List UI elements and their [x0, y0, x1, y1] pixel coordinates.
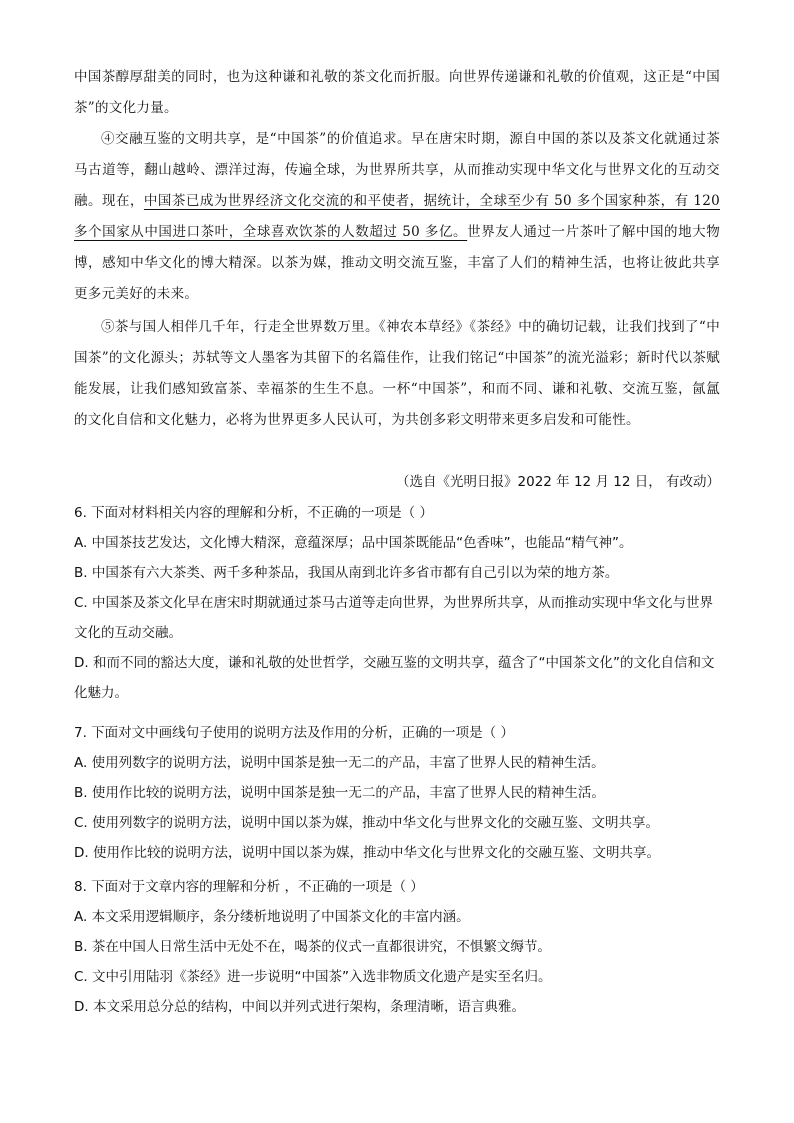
- question-7: [74, 718, 720, 868]
- option-c: C. 中国茶及茶文化早在唐宋时期就通过茶马古道等走向世界，为世界所共享，从而推动实现中华文化与世界文化的互动交融。: [74, 595, 714, 641]
- option-d: D. 使用作比较的说明方法，说明中国以茶为媒，推动中华文化与世界文化的交融互鉴、文明共享。: [74, 845, 660, 861]
- question-8: [74, 872, 720, 1022]
- paragraph-text: ④交融互鉴的文明共享，是“中国茶”的价值追求。早在唐宋时期，源自中国的茶以及茶文化就通过茶马古道等，翻山越岭、漂洋过海，传遍全球，为世界所共享，从而推动实现中华文化与世界文化的互动交融。现在，: [74, 131, 720, 209]
- option-a: A. 使用列数字的说明方法，说明中国茶是独一无二的产品，丰富了世界人民的精神生活。: [74, 755, 605, 771]
- option-c: C. 文中引用陆羽《茶经》进一步说明“中国茶”入选非物质文化遗产是实至名归。: [74, 969, 552, 985]
- option-d: D. 本文采用总分总的结构，中间以并列式进行架构，条理清晰，语言典雅。: [74, 999, 525, 1015]
- paragraph-text: 中国茶醇厚甜美的同时，也为这种谦和礼敬的茶文化而折服。向世界传递谦和礼敬的价值观，这正是“中国茶”的文化力量。: [74, 69, 720, 116]
- question-stem: 8. 下面对于文章内容的理解和分析 ，不正确的一项是（ ）: [74, 879, 424, 895]
- option-c: C. 使用列数字的说明方法，说明中国以茶为媒，推动中华文化与世界文化的交融互鉴、文明共享。: [74, 815, 660, 831]
- passage-paragraph-4: [74, 124, 720, 310]
- passage-paragraph-5: [74, 312, 720, 436]
- question-stem: 7. 下面对文中画线句子使用的说明方法及作用的分析，正确的一项是（ ）: [74, 725, 514, 741]
- option-b: B. 使用作比较的说明方法，说明中国茶是独一无二的产品，丰富了世界人民的精神生活。: [74, 785, 605, 801]
- passage-paragraph-3-tail: [74, 62, 720, 124]
- question-6: [74, 498, 720, 708]
- paragraph-text: 世界友人通过一片茶叶了解中国的地大物博，感知中华文化的博大精深。以茶为媒，推动文明交流互鉴，丰富了人们的精神生活，也将让彼此共享更多元美好的未来。: [74, 224, 720, 302]
- option-b: B. 中国茶有六大茶类、两千多种茶品，我国从南到北许多省市都有自己引以为荣的地方茶。: [74, 565, 619, 581]
- option-b: B. 茶在中国人日常生活中无处不在，喝茶的仪式一直都很讲究，不惧繁文缛节。: [74, 939, 551, 955]
- option-a: A. 本文采用逻辑顺序，条分缕析地说明了中国茶文化的丰富内涵。: [74, 909, 470, 925]
- question-stem: 6. 下面对材料相关内容的理解和分析，不正确的一项是（ ）: [74, 505, 433, 521]
- paragraph-text: ⑤茶与国人相伴几千年，行走全世界数万里。《神农本草经》《茶经》中的确切记载，让我们找到了“中国茶”的文化源头；苏轼等文人墨客为其留下的名篇佳作，让我们铭记“中国茶”的流光溢彩；新时代以茶赋能发展，让我们感知致富茶、幸福茶的生生不息。一杯“中国茶”，和而不同、谦和礼敬、交流互鉴，氤氲的文化自信和文化魅力，必将为世界更多人民认可，为共创多彩文明带来更多启发和可能性。: [74, 319, 720, 428]
- underlined-sentence: 中国茶已成为世界经济文化交流的和平使者，据统计，全球至少有 50 多个国家种茶，有 120 多个国家从中国进口茶叶，全球喜欢饮茶的人数超过 50 多亿。: [74, 193, 721, 240]
- option-d: D. 和而不同的豁达大度，谦和礼敬的处世哲学，交融互鉴的文明共享，蕴含了“中国茶文化”的文化自信和文化魅力。: [74, 655, 715, 701]
- source-citation: （选自《光明日报》2022 年 12 月 12 日， 有改动）: [396, 474, 720, 490]
- option-a: A. 中国茶技艺发达，文化博大精深，意蕴深厚；品中国茶既能品“色香味”，也能品“精气神”。: [74, 535, 633, 551]
